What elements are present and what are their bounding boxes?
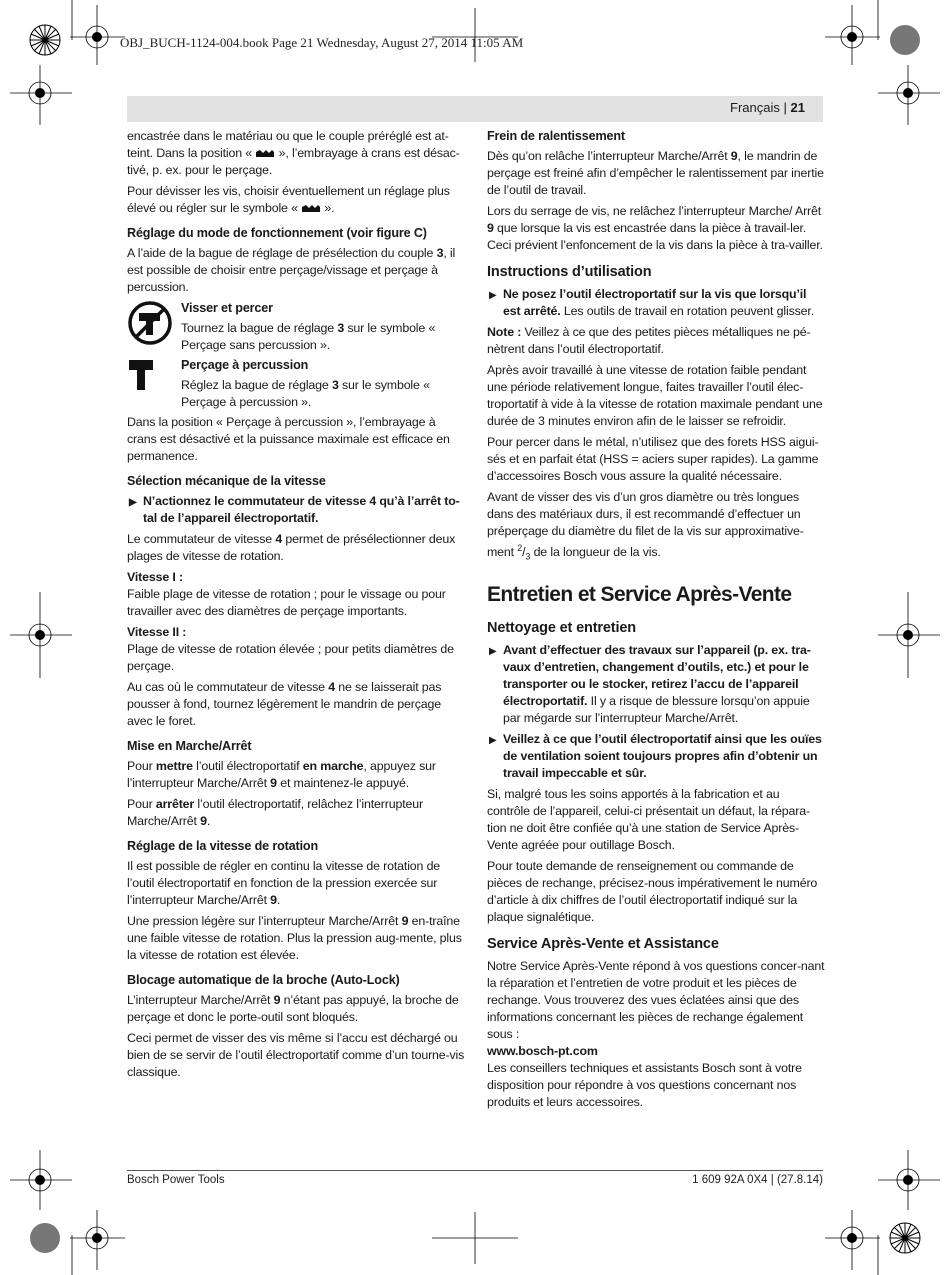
paragraph-brake-2: Lors du serrage de vis, ne relâchez l’interrupteur Marche/ Arrêt 9 que lorsque la vis est encastrée dans la pièce à travail-ler. Ceci prévient l’enfoncement de la vis dans la pièce à tra-vailler. <box>487 204 823 252</box>
heading-cleaning: Nettoyage et entretien <box>487 619 636 636</box>
mode-drill-title: Visser et percer <box>181 301 273 315</box>
footer-doc-number: 1 609 92A 0X4 | (27.8.14) <box>692 1174 823 1186</box>
footer-brand: Bosch Power Tools <box>127 1174 225 1186</box>
paragraph-impact: Dans la position « Perçage à percussion », l’embrayage à crans est désactivé et la puissance maximale est efficace en permanence. <box>127 415 450 463</box>
impact-drill-icon <box>127 357 157 393</box>
bullet-triangle-icon: ▶ <box>129 497 137 508</box>
header-separator: | <box>783 100 787 115</box>
paragraph-hss: Pour percer dans le métal, n’utilisez que des forets HSS aigui-sés et en parfait état (HSS = aciers super rapides). La gamme d’accessoires Bosch vous assure la qualité nécessaire. <box>487 435 819 483</box>
heading-auto-lock: Blocage automatique de la broche (Auto-Lock) <box>127 973 400 987</box>
footer-rule <box>127 1170 823 1171</box>
header-language: Français <box>730 100 780 115</box>
paragraph-switch-on: Pour mettre l’outil électroportatif en marche, appuyez sur l’interrupteur Marche/Arrêt 9 et maintenez-le appuyé. <box>127 759 436 790</box>
mode-impact-drill: Perçage à percussion Réglez la bague de réglage 3 sur le symbole « Perçage à percussion ». <box>127 357 465 411</box>
warning-gear-switch: ▶ N’actionnez le commutateur de vitesse 4 qu’à l’arrêt to-tal de l’appareil électroportatif. <box>129 494 460 525</box>
heading-on-off: Mise en Marche/Arrêt <box>127 739 252 753</box>
drill-no-impact-icon <box>127 300 173 346</box>
heading-brake: Frein de ralentissement <box>487 129 625 143</box>
paragraph-assistance: Notre Service Après-Vente répond à vos questions concer-nant la réparation et l’entretien de votre produit et les pièces de rechange. Vous trouverez des vues éclatées ainsi que des informations concernant les pièces de rechange également sous : <box>487 958 825 1041</box>
paragraph-order: Pour toute demande de renseignement ou commande de pièces de rechange, précisez-nous impérativement le numéro d’article à dix chiffres de l’outil électroportatif indiqué sur la plaque signalétique. <box>487 858 818 924</box>
bullet-triangle-icon: ▶ <box>489 290 497 301</box>
heading-instructions: Instructions d’utilisation <box>487 264 652 280</box>
mode-drill-screw: Visser et percer Tournez la bague de réglage 3 sur le symbole « Perçage sans percussion ». <box>127 300 465 354</box>
heading-assistance: Service Après-Vente et Assistance <box>487 935 719 952</box>
bosch-url: www.bosch-pt.com <box>487 1043 598 1058</box>
drill-setting-icon <box>255 149 275 159</box>
paragraph-advisors: Les conseillers techniques et assistants Bosch sont à votre disposition pour répondre à vos questions concernant nos produits et leurs accessoires. <box>487 1060 802 1109</box>
drill-setting-icon <box>301 204 321 214</box>
paragraph-defect: Si, malgré tous les soins apportés à la fabrication et au contrôle de l’appareil, celui-ci présentait un défaut, la répara-tion ne doit être confiée qu’à une station de Service Après-Vente agréée pour outillage Bosch. <box>487 786 810 852</box>
paragraph-speed-2: Une pression légère sur l’interrupteur Marche/Arrêt 9 en-traîne une faible vitesse de rotation. Plus la pression aug-mente, plus la vitesse de rotation est élevée. <box>127 914 462 962</box>
paragraph-switch-off: Pour arrêter l’outil électroportatif, relâchez l’interrupteur Marche/Arrêt 9. <box>127 797 423 828</box>
heading-speed: Réglage de la vitesse de rotation <box>127 839 319 853</box>
page-number: 21 <box>790 100 805 115</box>
warning-keep-clean: ▶ Veillez à ce que l’outil électroportatif ainsi que les ouïes de ventilation soient toujours propres afin d’obtenir un travail impeccable et sûr. <box>489 731 822 780</box>
mode-impact-title: Perçage à percussion <box>181 358 309 372</box>
paragraph-gear-switch: Le commutateur de vitesse 4 permet de présélectionner deux plages de vitesse de rotation. <box>127 532 456 563</box>
paragraph-gear-stuck: Au cas où le commutateur de vitesse 4 ne se laisserait pas pousser à fond, tournez légèrement le mandrin de perçage avec le foret. <box>127 680 442 728</box>
paragraph-unscrew: Pour dévisser les vis, choisir éventuellement un réglage plus élevé ou régler sur le symbole « ». <box>127 184 450 215</box>
warning-remove-battery: ▶ Avant d’effectuer des travaux sur l’appareil (p. ex. tra-vaux d’entretien, changement d’outils, etc.) et pour le transporter ou le stocker, retirez l’accu de l’appareil électroportatif. Il y a risque de blessure lorsqu’on appuie par mégarde sur l’interrupteur Marche/Arrêt. <box>489 642 811 725</box>
running-header <box>127 96 823 122</box>
right-column <box>487 128 825 1115</box>
paragraph-lock-2: Ceci permet de visser des vis même si l’accu est déchargé ou bien de se servir de l’outil électroportatif comme d’un tourne-vis classique. <box>127 1031 465 1079</box>
paragraph-gear1: Vitesse I : Faible plage de vitesse de rotation ; pour le vissage ou pour travailler avec des diamètres de perçage importants. <box>127 570 446 618</box>
heading-gear-selection: Sélection mécanique de la vitesse <box>127 474 326 488</box>
bullet-triangle-icon: ▶ <box>489 734 497 746</box>
left-column <box>127 128 465 1085</box>
paragraph-predrill: Avant de visser des vis d’un gros diamètre ou très longues dans des matériaux durs, il est recommandé d’effectuer un préperçage du diamètre du filet de la vis sur approximative-ment $^2/_3$ de la longueur de la vis. <box>487 490 804 562</box>
paragraph-gear2: Vitesse II : Plage de vitesse de rotation élevée ; pour petits diamètres de perçage. <box>127 625 454 673</box>
paragraph-lock-1: L’interrupteur Marche/Arrêt 9 n’étant pas appuyé, la broche de perçage et donc le porte-outil sont bloqués. <box>127 993 459 1024</box>
paragraph-brake-1: Dès qu’on relâche l’interrupteur Marche/Arrêt 9, le mandrin de perçage est freiné afin d’empêcher le ralentissement par inertie de l’outil de travail. <box>487 149 824 197</box>
paragraph-clutch: encastrée dans le matériau ou que le couple préréglé est at-teint. Dans la position « », l’embrayage à crans est désac-tivé, p. ex. pour le perçage. <box>127 129 460 177</box>
paragraph-mode: A l’aide de la bague de réglage de présélection du couple 3, il est possible de choisir entre perçage/vissage et perçage à percussion. <box>127 246 456 294</box>
warning-place-tool: ▶ Ne posez l’outil électroportatif sur la vis que lorsqu’il est arrêté. Les outils de travail en rotation peuvent glisser. <box>489 287 814 318</box>
heading-mode: Réglage du mode de fonctionnement (voir figure C) <box>127 226 427 240</box>
paragraph-cooldown: Après avoir travaillé à une vitesse de rotation faible pendant une période relativement longue, faites travailler l’outil élec-troportatif à vide à la vitesse de rotation maximale pendant une durée de 3 minutes environ afin de le laisser se refroidir. <box>487 363 823 428</box>
bullet-triangle-icon: ▶ <box>489 645 497 657</box>
paragraph-note: Note : Veillez à ce que des petites pièces métalliques ne pé-nètrent dans l’outil électroportatif. <box>487 325 811 356</box>
paragraph-speed-1: Il est possible de régler en continu la vitesse de rotation de l’outil électroportatif en fonction de la pression exercée sur l’interrupteur Marche/Arrêt 9. <box>127 859 441 907</box>
print-slug: OBJ_BUCH-1124-004.book Page 21 Wednesday, August 27, 2014 11:05 AM <box>120 35 524 50</box>
section-title-service: Entretien et Service Après-Vente <box>487 582 792 606</box>
